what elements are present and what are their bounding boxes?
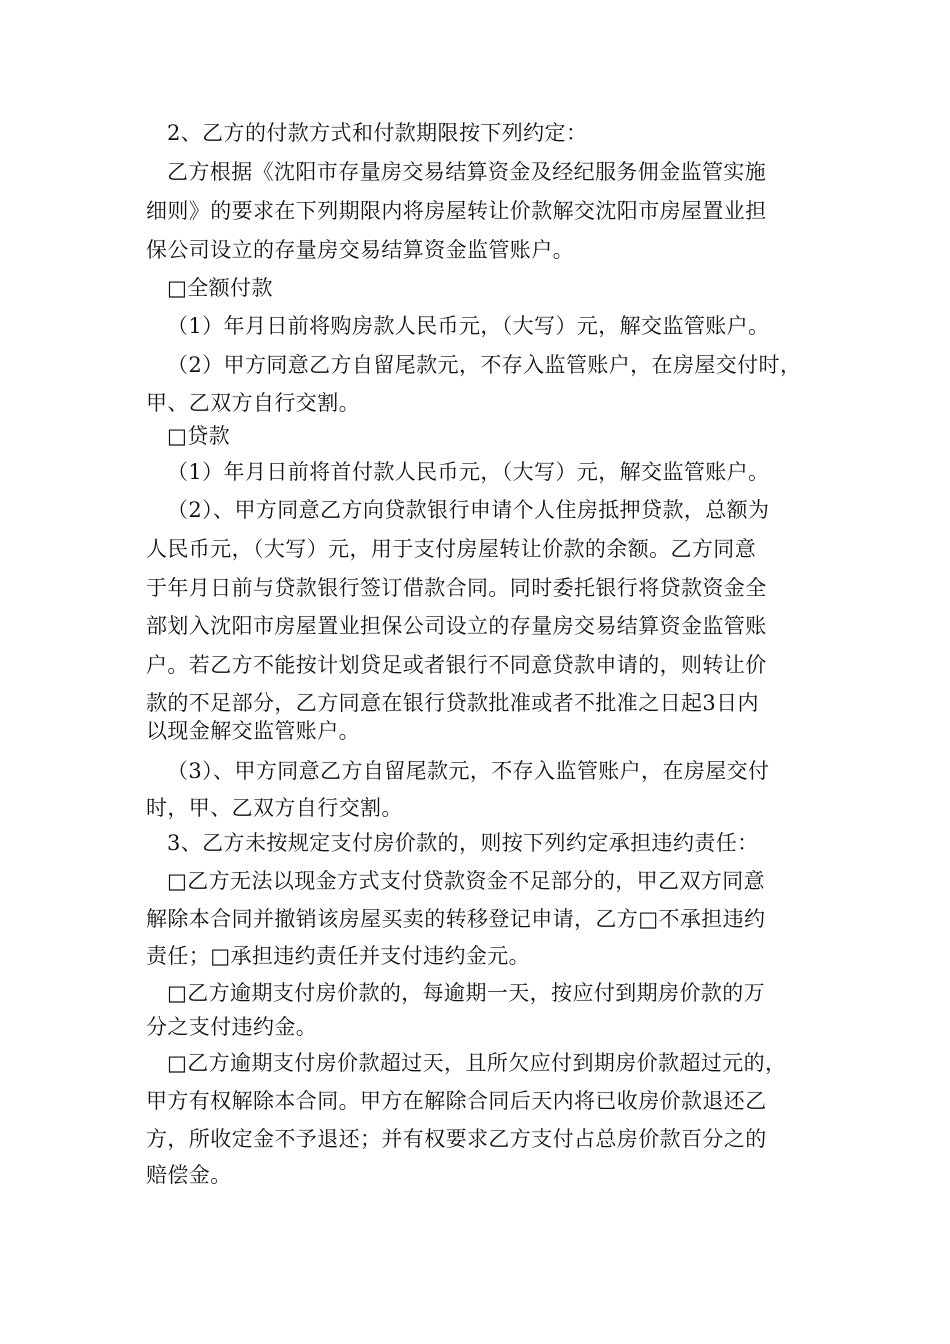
paragraph-line: （1）年月日前将购房款人民币元，（大写）元，解交监管账户。 xyxy=(167,314,770,338)
checkbox-option-line: □乙方逾期支付房价款超过天，且所欠应付到期房价款超过元的， xyxy=(167,1051,787,1075)
checkbox-option-loan: □贷款 xyxy=(167,424,231,448)
paragraph-line: 方，所收定金不予退还；并有权要求乙方支付占总房价款百分之的 xyxy=(146,1127,767,1151)
paragraph-line: （3）、甲方同意乙方自留尾款元，不存入监管账户，在房屋交付 xyxy=(167,759,770,783)
clause-2-heading: 2、乙方的付款方式和付款期限按下列约定： xyxy=(167,121,588,145)
paragraph-line: （2）、甲方同意乙方向贷款银行申请个人住房抵押贷款，总额为 xyxy=(167,498,770,522)
paragraph-line: 乙方根据《沈阳市存量房交易结算资金及经纪服务佣金监管实施 xyxy=(167,160,767,184)
checkbox-option-line: □乙方逾期支付房价款的，每逾期一天，按应付到期房价款的万 xyxy=(167,981,766,1005)
paragraph-line: 款的不足部分，乙方同意在银行贷款批准或者不批准之日起3日内 xyxy=(146,691,759,715)
paragraph-line: 时，甲、乙双方自行交割。 xyxy=(146,796,403,820)
paragraph-line: 甲、乙双方自行交割。 xyxy=(146,391,360,415)
paragraph-line: 人民币元，（大写）元，用于支付房屋转让价款的余额。乙方同意 xyxy=(146,537,757,561)
paragraph-line: 解除本合同并撤销该房屋买卖的转移登记申请，乙方□不承担违约 xyxy=(146,907,766,931)
checkbox-option-full-payment: □全额付款 xyxy=(167,276,273,300)
paragraph-line: （1）年月日前将首付款人民币元，（大写）元，解交监管账户。 xyxy=(167,460,770,484)
paragraph-line: 户。若乙方不能按计划贷足或者银行不同意贷款申请的，则转让价 xyxy=(146,653,767,677)
paragraph-line: 部划入沈阳市房屋置业担保公司设立的存量房交易结算资金监管账 xyxy=(146,614,767,638)
paragraph-line: 保公司设立的存量房交易结算资金监管账户。 xyxy=(146,238,574,262)
checkbox-option-line: □乙方无法以现金方式支付贷款资金不足部分的，甲乙双方同意 xyxy=(167,869,766,893)
paragraph-line: 细则》的要求在下列期限内将房屋转让价款解交沈阳市房屋置业担 xyxy=(146,199,767,223)
paragraph-line: （2）甲方同意乙方自留尾款元，不存入监管账户，在房屋交付时， xyxy=(167,353,802,377)
clause-3-heading: 3、乙方未按规定支付房价款的，则按下列约定承担违约责任： xyxy=(167,831,759,855)
paragraph-line: 赔偿金。 xyxy=(146,1163,232,1187)
paragraph-line: 以现金解交监管账户。 xyxy=(146,719,360,743)
paragraph-line: 于年月日前与贷款银行签订借款合同。同时委托银行将贷款资金全 xyxy=(146,576,767,600)
paragraph-line: 责任；□承担违约责任并支付违约金元。 xyxy=(146,944,531,968)
paragraph-line: 分之支付违约金。 xyxy=(146,1015,318,1039)
paragraph-line: 甲方有权解除本合同。甲方在解除合同后天内将已收房价款退还乙 xyxy=(146,1089,767,1113)
